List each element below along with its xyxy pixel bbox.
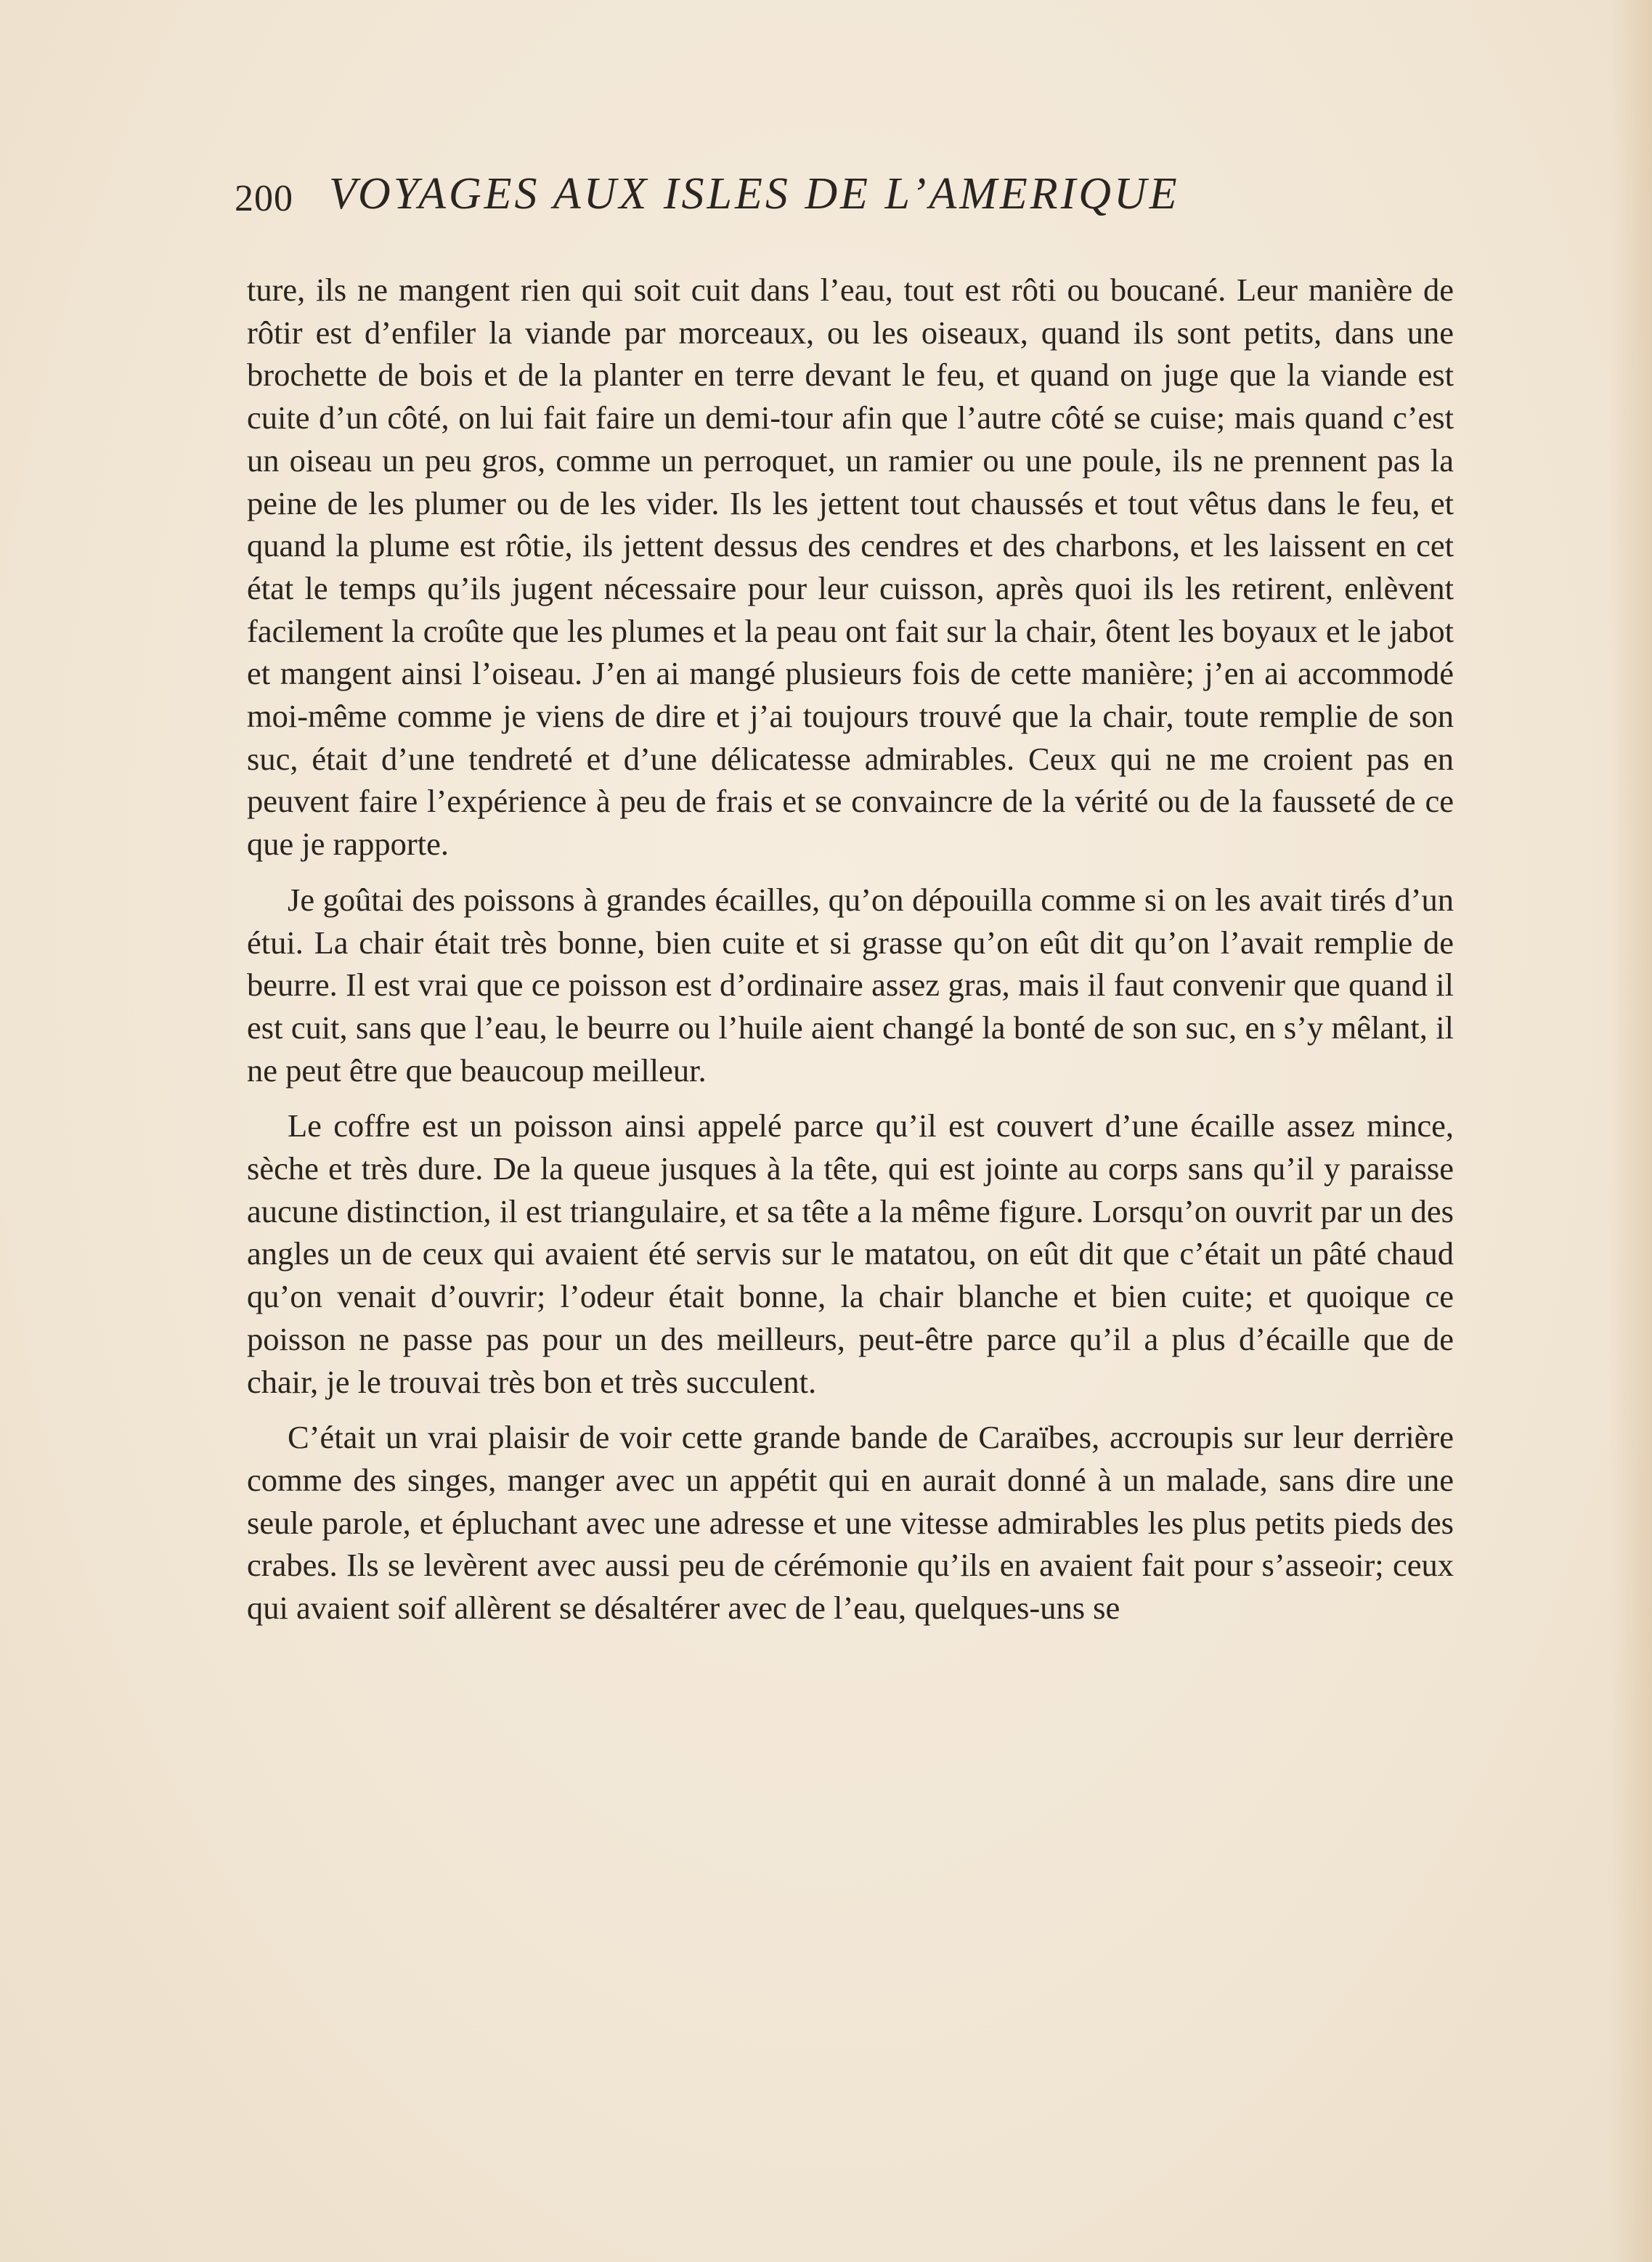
paragraph-4: C’était un vrai plaisir de voir cette grande bande de Caraïbes, accroupis sur leur derrière comme des singes, manger avec un appétit qui en aurait donné à un malade, sans dire une seule parole, et épluchant avec une adresse et une vitesse admirables les plus petits pieds des crabes. Ils se levèrent avec aussi peu de cérémonie qu’ils en avaient fait pour s’asseoir; ceux qui avaient soif allèrent se désaltérer avec de l’eau, quelques-uns se <box>247 1419 1454 1627</box>
page-number: 200 <box>235 178 293 219</box>
page-header <box>235 161 1454 227</box>
paragraph-2: Je goûtai des poissons à grandes écailles, qu’on dépouilla comme si on les avait tirés d’un étui. La chair était très bonne, bien cuite et si grasse qu’on eût dit qu’on l’avait remplie de beurre. Il est vrai que ce poisson est d’ordinaire assez gras, mais il faut convenir que quand il est cuit, sans que l’eau, le beurre ou l’huile aient changé la bonté de son suc, en s’y mêlant, il ne peut être que beaucoup meilleur. <box>247 881 1454 1089</box>
paragraph-3: Le coffre est un poisson ainsi appelé parce qu’il est couvert d’une écaille assez mince, sèche et très dure. De la queue jusques à la tête, qui est jointe au corps sans qu’il y paraisse aucune distinction, il est triangulaire, et sa tête a la même figure. Lorsqu’on ouvrit par un des angles un de ceux qui avaient été servis sur le matatou, on eût dit que c’était un pâté chaud qu’on venait d’ouvrir; l’odeur était bonne, la chair blanche et bien cuite; et quoique ce poisson ne passe pas pour un des meilleurs, peut-être parce qu’il a plus d’écaille que de chair, je le trouvai très bon et très succulent. <box>247 1107 1454 1400</box>
page-edge-shadow <box>1608 0 1652 2262</box>
body-text <box>247 269 1454 1630</box>
running-title: VOYAGES AUX ISLES DE L’AMERIQUE <box>329 169 1180 219</box>
paragraph-1: ture, ils ne mangent rien qui soit cuit dans l’eau, tout est rôti ou boucané. Leur manière de rôtir est d’enfiler la viande par morceaux, ou les oiseaux, quand ils sont petits, dans une brochette de bois et de la planter en terre devant le feu, et quand on juge que la viande est cuite d’un côté, on lui fait faire un demi-tour afin que l’autre côté se cuise; mais quand c’est un oiseau un peu gros, comme un perroquet, un ramier ou une poule, ils ne prennent pas la peine de les plumer ou de les vider. Ils les jettent tout chaussés et tout vêtus dans le feu, et quand la plume est rôtie, ils jettent dessus des cendres et des charbons, et les laissent en cet état le temps qu’ils jugent nécessaire pour leur cuisson, après quoi ils les retirent, enlèvent facilement la croûte que les plumes et la peau ont fait sur la chair, ôtent les boyaux et le jabot et mangent ainsi l’oiseau. J’en ai mangé plusieurs fois de cette manière; j’en ai accommodé moi-même comme je viens de dire et j’ai toujours trouvé que la chair, toute remplie de son suc, était d’une tendreté et d’une délicatesse admirables. Ceux qui ne me croient pas en peuvent faire l’expérience à peu de frais et se convaincre de la vérité ou de la fausseté de ce que je rapporte. <box>247 272 1454 863</box>
